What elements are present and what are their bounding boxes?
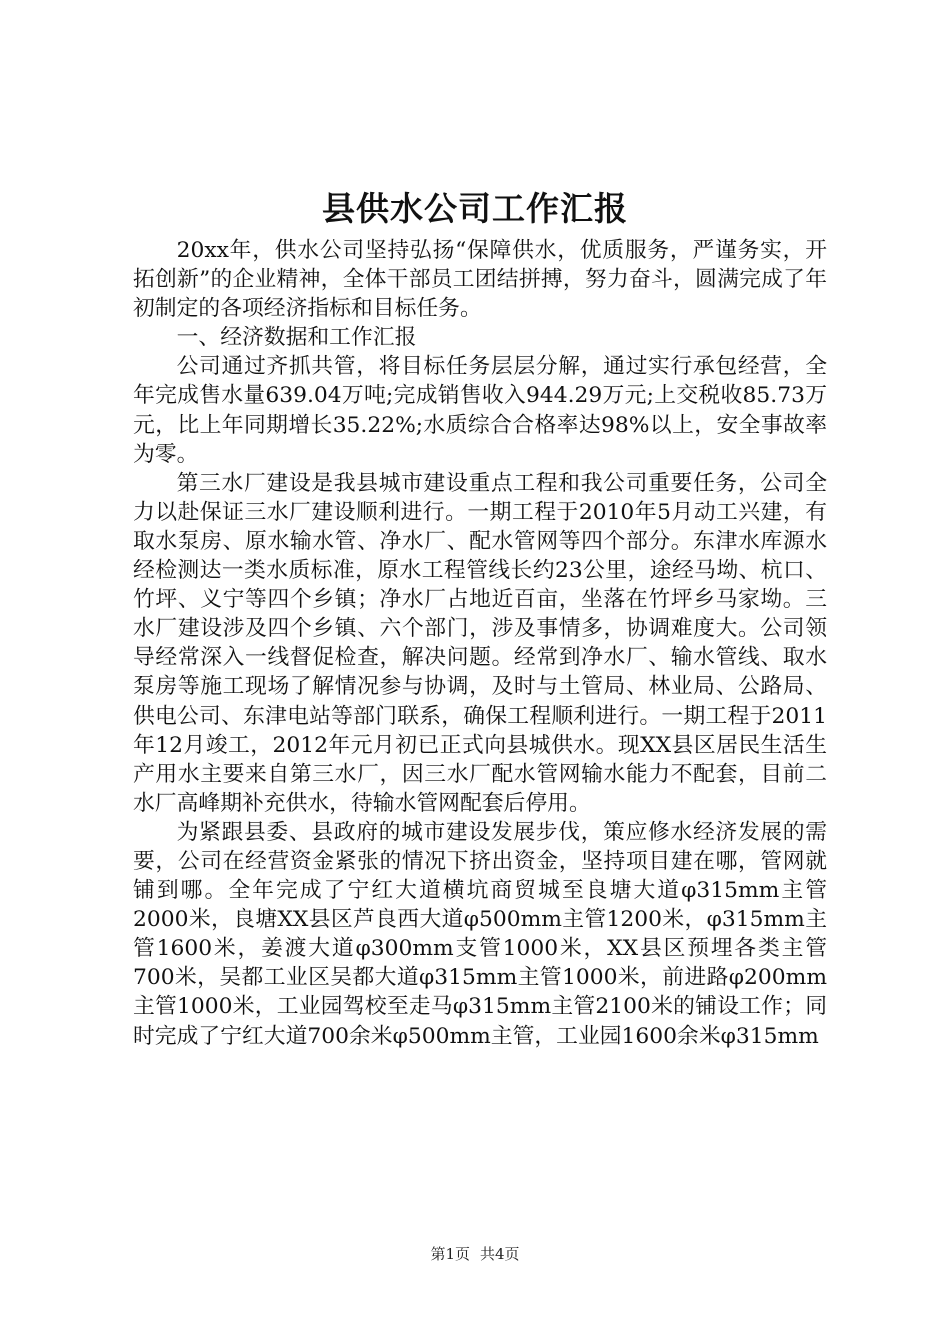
document-title: 县供水公司工作汇报 <box>322 189 628 228</box>
paragraph-economic-data: 公司通过齐抓共管，将目标任务层层分解，通过实行承包经营，全年完成售水量639.04万吨;完成销售收入944.29万元;上交税收85.73万元，比上年同期增长35.22%;水质综合合格率达98%以上，安全事故率为零。 <box>133 354 827 467</box>
page-number-total: 共4页 <box>480 1245 520 1263</box>
page-number-current: 第1页 <box>430 1245 470 1263</box>
document-body <box>133 236 827 1051</box>
paragraph-pipe-network: 为紧跟县委、县政府的城市建设发展步伐，策应修水经济发展的需要，公司在经营资金紧张的情况下挤出资金，坚持项目建在哪，管网就铺到哪。全年完成了宁红大道横坑商贸城至良塘大道φ315mm主管2000米，良塘XX县区芦良西大道φ500mm主管1200米，φ315mm主管1600米，姜渡大道φ300mm支管1000米，XX县区预埋各类主管700米，吴都工业区吴都大道φ315mm主管1000米，前进路φ200mm主管1000米，工业园驾校至走马φ315mm主管2100米的铺设工作；同时完成了宁红大道700余米φ500mm主管，工业园1600余米φ315mm <box>133 819 827 1049</box>
page-footer <box>0 1243 950 1265</box>
paragraph-third-water-plant: 第三水厂建设是我县城市建设重点工程和我公司重要任务，公司全力以赴保证三水厂建设顺利进行。一期工程于2010年5月动工兴建，有取水泵房、原水输水管、净水厂、配水管网等四个部分。东津水库源水经检测达一类水质标准，原水工程管线长约23公里，途经马坳、杭口、竹坪、义宁等四个乡镇；净水厂占地近百亩，坐落在竹坪乡马家坳。三水厂建设涉及四个乡镇、六个部门，涉及事情多，协调难度大。公司领导经常深入一线督促检查，解决问题。经常到净水厂、输水管线、取水泵房等施工现场了解情况参与协调，及时与土管局、林业局、公路局、供电公司、东津电站等部门联系，确保工程顺利进行。一期工程于2011年12月竣工，2012年元月初已正式向县城供水。现XX县区居民生活生产用水主要来自第三水厂，因三水厂配水管网输水能力不配套，目前二水厂高峰期补充供水，待输水管网配套后停用。 <box>133 470 827 816</box>
section-heading: 一、经济数据和工作汇报 <box>176 325 417 351</box>
paragraph-intro: 20xx年，供水公司坚持弘扬“保障供水，优质服务，严谨务实，开拓创新”的企业精神，全体干部员工团结拼搏，努力奋斗，圆满完成了年初制定的各项经济指标和目标任务。 <box>133 238 827 322</box>
